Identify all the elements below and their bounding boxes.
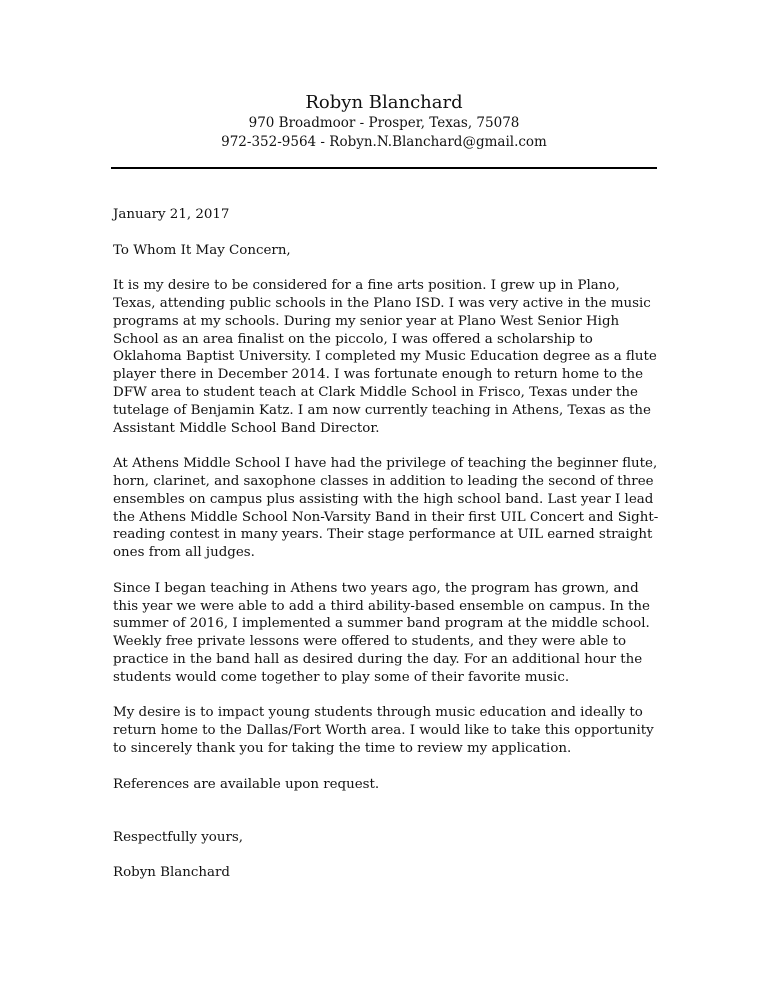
paragraph-program-growth: Since I began teaching in Athens two years ago, the program has grown, and this year we were able to add a third ability-based ensemble on campus. In the summer of 2016, I implemented a summer band program at the middle school. Weekly free private lessons were offered to students, and they were able to practice in the band hall as desired during the day. For an additional hour the students would come together to play some of their favorite music. bbox=[113, 580, 650, 685]
salutation: To Whom It May Concern, bbox=[113, 242, 291, 258]
paragraph-references: References are available upon request. bbox=[113, 776, 380, 792]
sender-phone-email: 972-352-9564 - Robyn.N.Blanchard@gmail.com bbox=[221, 134, 547, 150]
signature: Robyn Blanchard bbox=[113, 865, 230, 881]
paragraph-athens-middle-school: At Athens Middle School I have had the privilege of teaching the beginner flute, horn, clarinet, and saxophone classes in addition to leading the second of three ensembles on campus plus assisting with the high school band. Last year I lead the Athens Middle School Non-Varsity Band in their first UIL Concert and Sight-reading contest in many years. Their stage performance at UIL earned straight ones from all judges. bbox=[113, 456, 659, 561]
sender-name: Robyn Blanchard bbox=[305, 92, 463, 113]
letter-date: January 21, 2017 bbox=[113, 207, 230, 222]
sender-address: 970 Broadmoor - Prosper, Texas, 75078 bbox=[248, 115, 520, 131]
paragraph-intro: It is my desire to be considered for a fine arts position. I grew up in Plano, Texas, attending public schools in the Plano ISD. I was very active in the music programs at my schools. During my senior year at Plano West Senior High School as an area finalist on the piccolo, I was offered a scholarship to Oklahoma Baptist University. I completed my Music Education degree as a flute player there in December 2014. I was fortunate enough to return home to the DFW area to student teach at Clark Middle School in Frisco, Texas under the tutelage of Benjamin Katz. I am now currently teaching in Athens, Texas as the Assistant Middle School Band Director. bbox=[113, 278, 657, 436]
header-divider bbox=[111, 167, 657, 169]
paragraph-closing-statement: My desire is to impact young students through music education and ideally to return home to the Dallas/Fort Worth area. I would like to take this opportunity to sincerely thank you for taking the time to review my application. bbox=[113, 705, 654, 756]
letter-body bbox=[113, 206, 661, 900]
letterhead bbox=[0, 92, 768, 152]
closing: Respectfully yours, bbox=[113, 829, 244, 845]
